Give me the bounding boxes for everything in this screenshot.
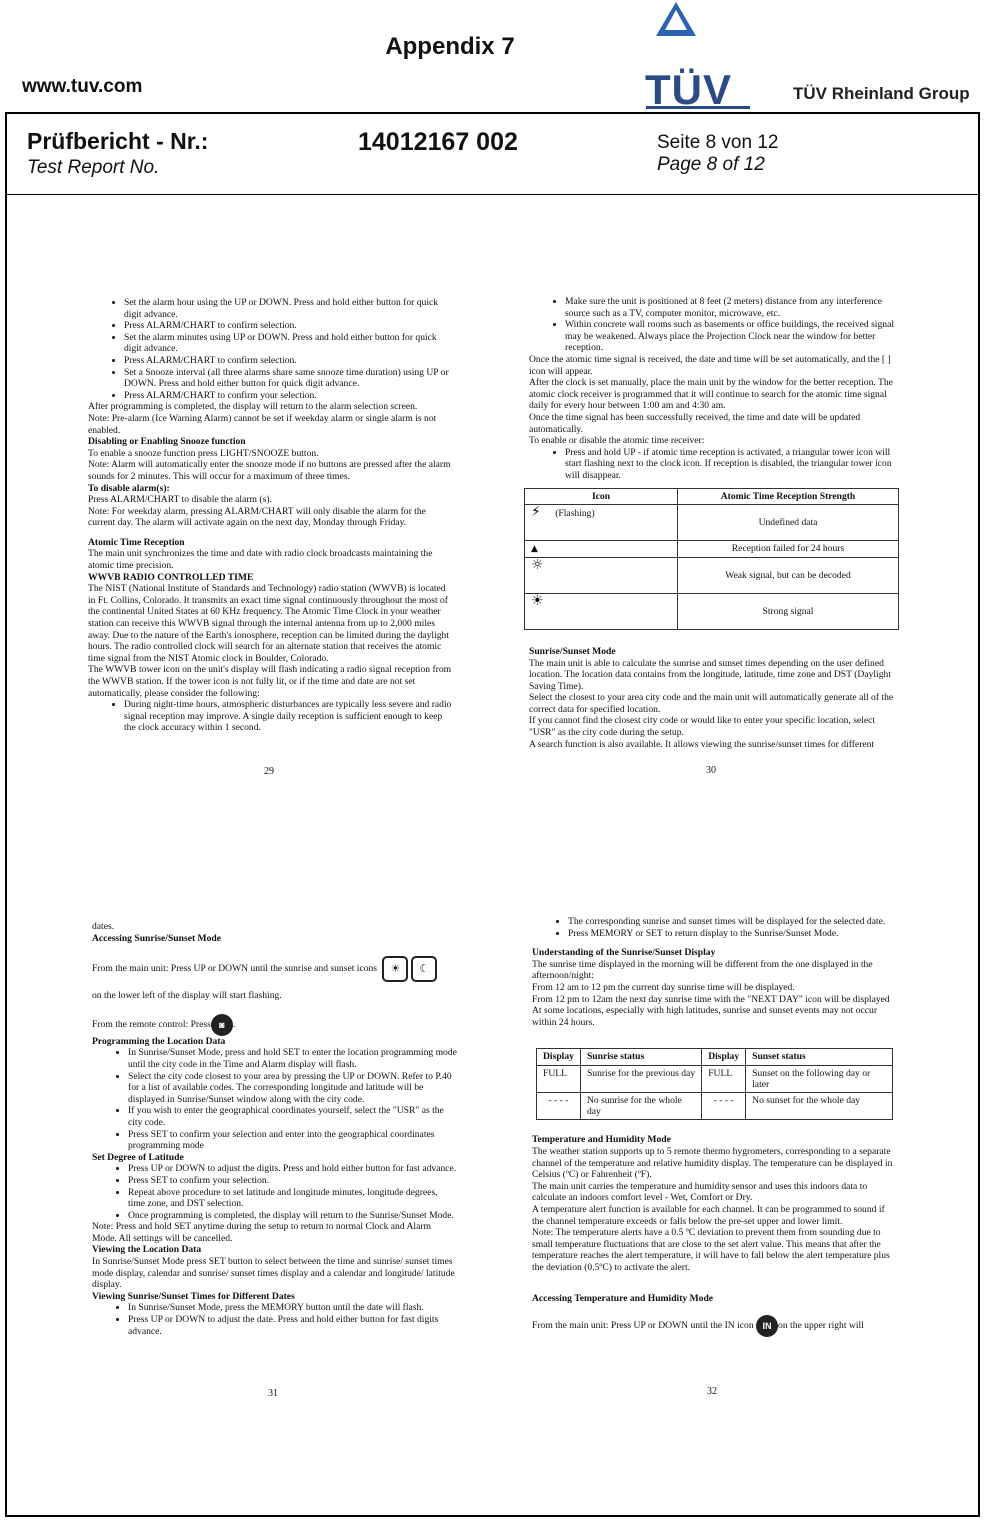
section-heading: Understanding of the Sunrise/Sunset Display [532,947,716,959]
table-cell: Weak signal, but can be decoded [678,557,899,593]
paragraph [532,1315,897,1337]
paragraph: Note: The temperature alerts have a 0.5 ºC deviation to prevent them from sounding due to small temperature fluctuations that are close to the set alert value. This means that after the temperature reaches the alert temperature, it will have to fall below the alert temperature plus the deviation (0.5ºC) to activate the alert. [532,1227,890,1273]
list-item: • Press UP or DOWN to adjust the date. Press and hold either button for fast digits advance. [128,1314,457,1337]
list-item: • During night-time hours, atmospheric disturbances are typically less severe and radio signal reception may improve. A single daily reception is sufficient enough to keep the clock accuracy within 1 second. [124,699,453,734]
list-item: • Press UP or DOWN to adjust the digits. Press and hold either button for fast advance. [128,1163,457,1175]
paragraph: In Sunrise/Sunset Mode press SET button to select between the time and sunrise/ sunset times mode display, calendar and sunrise/ sunset times display and a calendar and longitude/ latitude display. [92,1256,455,1291]
paragraph: From the remote control: Press ◙ . [92,1014,457,1036]
list-item: • Press and hold UP - if atomic time reception is activated, a triangular tower icon will start flashing next to the clock icon. If reception is disabled, the triangular tower icon will disappear. [565,447,899,482]
list-item: • Press SET to confirm your selection and enter into the geographical coordinates programming mode [128,1129,457,1152]
table-header: Display [702,1049,746,1065]
table-header: Sunset status [746,1049,893,1065]
flashing-label: (Flashing) [555,507,595,519]
list-item: • Make sure the unit is positioned at 8 feet (2 meters) distance from any interference source such as a TV, computer monitor, microwave, etc. [565,296,899,319]
paragraph: The main unit carries the temperature and humidity sensor and uses this indoors data to calculate an indoors comfort level - Wet, Comfort or Dry. [532,1180,868,1204]
list-item: • Select the city code closest to your area by pressing the UP or DOWN. Refer to P.40 for a list of available codes. The corresponding longitude and latitude will be displayed in Sunrise/Sunset window along with the city code. [128,1071,457,1106]
list-item: • In Sunrise/Sunset Mode, press and hold SET to enter the location programming mode until the city code in the Time and Alarm display will flash. [128,1047,457,1070]
group-name: TÜV Rheinland Group [793,84,970,103]
sunrise-status-table [536,1048,893,1120]
report-number: 14012167 002 [358,128,518,156]
paragraph: To enable a snooze function press LIGHT/SNOOZE button. [88,447,319,459]
paragraph: The main unit is able to calculate the sunrise and sunset times depending on the user defined location. The location data contains from the longitude, latitude, time zone and DST (Daylight Saving Time). [529,657,891,692]
in-icon: IN [756,1315,778,1337]
manual-page-31 [92,921,457,1337]
paragraph: From 12 pm to 12am the next day sunrise time with the "NEXT DAY" icon will be displayed [532,993,890,1005]
table-cell: Sunset on the following day or later [746,1065,893,1092]
reception-table [524,488,899,630]
paragraph: From 12 am to 12 pm the current day sunrise time will be displayed. [532,981,795,993]
paragraph: Note: Press and hold SET anytime during the setup to return to normal Clock and Alarm Mode. All settings will be cancelled. [92,1221,432,1244]
website-url[interactable]: www.tuv.com [22,76,143,97]
paragraph-text: on the upper right will [778,1320,864,1332]
tower-flashing-icon: ⚡ [531,503,541,520]
paragraph: After programming is completed, the display will return to the alarm selection screen. [88,401,418,413]
manual-page-32 [532,916,897,1337]
paragraph: Note: Pre-alarm (Ice Warning Alarm) cannot be set if weekday alarm or single alarm is not enabled. [88,412,437,436]
section-heading: Sunrise/Sunset Mode [529,645,616,657]
table-header: Display [537,1049,581,1065]
paragraph: After the clock is set manually, place the main unit by the window for the better reception. The atomic clock receiver is programmed that it will continue to search for the atomic time signal daily for every hour between 1:00 am and 4:30 am. [529,377,893,412]
sunset-icon: ☾ [411,956,437,982]
paragraph: Note: For weekday alarm, pressing ALARM/CHART will only disable the alarm for the current day. The alarm will activate again on the next day, Monday through Friday. [88,505,426,529]
table-cell: FULL [537,1065,581,1092]
list-item: • Set a Snooze interval (all three alarms share same snooze time duration) using UP or DOWN. Press and hold either button for quick digit advance. [124,367,453,390]
list-item: • Press ALARM/CHART to confirm selection. [124,320,453,332]
paragraph: A temperature alert function is available for each channel. It can be programmed to sound if the channel temperature exceeds or falls below the pre-set upper and lower limit. [532,1203,885,1227]
table-header: Icon [525,488,678,504]
paragraph: Once the atomic time signal is received, the date and time will be set automatically, and the [ ] icon will appear. [529,353,891,377]
section-heading: Accessing Temperature and Humidity Mode [532,1293,714,1305]
paragraph: The weather station supports up to 5 remote thermo hygrometers, corresponding to a separate channel of the temperature and relative humidity display. The temperature can be displayed in Celsius (ºC) or Fahrenheit (ºF). [532,1145,893,1181]
section-heading: Temperature and Humidity Mode [532,1134,671,1146]
table-cell: No sunset for the whole day [746,1092,893,1119]
list-item: • Press ALARM/CHART to confirm your selection. [124,390,453,402]
section-heading: Accessing Sunrise/Sunset Mode [92,932,221,944]
paragraph: dates. [92,921,115,932]
page-number: 32 [707,1386,717,1397]
manual-page-29 [88,297,453,734]
paragraph: At some locations, especially with high latitudes, sunrise and sunset events may not occur within 24 hours. [532,1005,878,1028]
table-header: Sunrise status [580,1049,701,1065]
tower-icon: ▲ [531,543,538,554]
list-item: • Press SET to confirm your selection. [128,1175,457,1187]
header-divider [5,194,980,195]
table-cell: FULL [702,1065,746,1092]
page-indicator-en: Page 8 of 12 [657,154,765,175]
section-heading: Atomic Time Reception [88,536,185,548]
appendix-title: Appendix 7 [385,33,515,60]
paragraph: To enable or disable the atomic time receiver: [529,435,705,447]
section-heading: Viewing the Location Data [92,1244,202,1256]
list-item: • Once programming is completed, the display will return to the Sunrise/Sunset Mode. [128,1210,457,1222]
page-number: 30 [706,765,716,776]
remote-button-icon: ◙ [211,1014,233,1036]
list-item: • Within concrete wall rooms such as basements or office buildings, the received signal may be weakened. Always place the Projection Clock near the window for better reception. [565,319,899,354]
page-number: 29 [264,766,274,777]
strong-signal-icon: ☀ [531,592,544,609]
section-heading: Viewing Sunrise/Sunset Times for Different Dates [92,1290,295,1302]
paragraph: The sunrise time displayed in the morning will be different from the one displayed in the afternoon/night: [532,958,873,982]
list-item: • Set the alarm hour using the UP or DOWN. Press and hold either button for quick digit advance. [124,297,453,320]
logo-text: TÜV [645,66,732,113]
paragraph: Once the time signal has been successfully received, the time and date will be updated automatically. [529,411,861,435]
paragraph: Press ALARM/CHART to disable the alarm (s). [88,494,272,506]
paragraph: If you cannot find the closest city code or would like to enter your specific location, select "USR" as the city code during the setup. [529,715,876,739]
paragraph: Note: Alarm will automatically enter the snooze mode if no buttons are pressed after the alarm sounds for 2 minutes. This will occur for a maximum of three times. [88,459,451,482]
section-heading: Programming the Location Data [92,1035,226,1047]
table-header: Atomic Time Reception Strength [678,488,899,504]
report-label-de: Prüfbericht - Nr.: [27,128,209,154]
paragraph-text: From the remote control: Press [92,1018,211,1030]
list-item: • Press ALARM/CHART to confirm selection. [124,355,453,367]
table-cell: No sunrise for the whole day [580,1092,701,1119]
paragraph [92,956,457,982]
paragraph: on the lower left of the display will start flashing. [92,990,282,1002]
manual-page-30 [529,296,899,750]
paragraph: The WWVB tower icon on the unit's display will flash indicating a radio signal reception from the WWVB station. If the tower icon is not fully lit, or if the time and date are not set automatically, please consider the following: [88,664,452,699]
report-label-en: Test Report No. [27,157,160,178]
table-cell: Sunrise for the previous day [580,1065,701,1092]
section-heading: WWVB RADIO CONTROLLED TIME [88,571,254,583]
table-cell: - - - - [702,1092,746,1119]
section-heading: Disabling or Enabling Snooze function [88,436,246,448]
sunrise-icon: ☀ [382,956,408,982]
table-cell: Reception failed for 24 hours [678,540,899,557]
paragraph: The main unit synchronizes the time and date with radio clock broadcasts maintaining the atomic time precision. [88,548,433,572]
list-item: • Press MEMORY or SET to return display to the Sunrise/Sunset Mode. [568,928,897,940]
weak-signal-icon: ☼ [531,556,544,573]
list-item: • If you wish to enter the geographical coordinates yourself, select the "USR" as the city code. [128,1105,457,1128]
section-heading: To disable alarm(s): [88,482,170,494]
paragraph-text: From the main unit: Press UP or DOWN until the IN icon [532,1320,754,1332]
table-cell: - - - - [537,1092,581,1119]
table-cell: Undefined data [678,504,899,540]
paragraph: The NIST (National Institute of Standards and Technology) radio station (WWVB) is located in Ft. Collins, Colorado. It transmits an exact time signal continuously throughout the most of the continental United States at 60 KHz frequency. The Atomic Time Clock in your weather station can receive this WWVB signal through the internal antenna from up to 2,000 miles away. Due to the nature of the Earth's ionosphere, reception can be limited during the daylight hours. The radio controlled clock will search for an alternate station that receives the atomic time signal from the NIST Atomic clock in Boulder, Colorado. [88,583,450,664]
paragraph: A search function is also available. It allows viewing the sunrise/sunset times for different [529,738,875,750]
list-item: • The corresponding sunrise and sunset times will be displayed for the selected date. [568,916,897,928]
list-item: • Set the alarm minutes using UP or DOWN. Press and hold either button for quick digit advance. [124,332,453,355]
page-number: 31 [268,1388,278,1399]
list-item: • In Sunrise/Sunset Mode, press the MEMORY button until the date will flash. [128,1302,457,1314]
paragraph: Select the closest to your area city code and the main unit will automatically generate all of the correct data for specified location. [529,692,894,715]
page-indicator-de: Seite 8 von 12 [657,132,779,153]
list-item: • Repeat above procedure to set latitude and longitude minutes, longitude degrees, time zone, and DST selection. [128,1187,457,1210]
section-heading: Set Degree of Latitude [92,1151,184,1163]
table-cell: Strong signal [678,593,899,629]
paragraph-text: From the main unit: Press UP or DOWN until the sunrise and sunset icons [92,963,378,975]
